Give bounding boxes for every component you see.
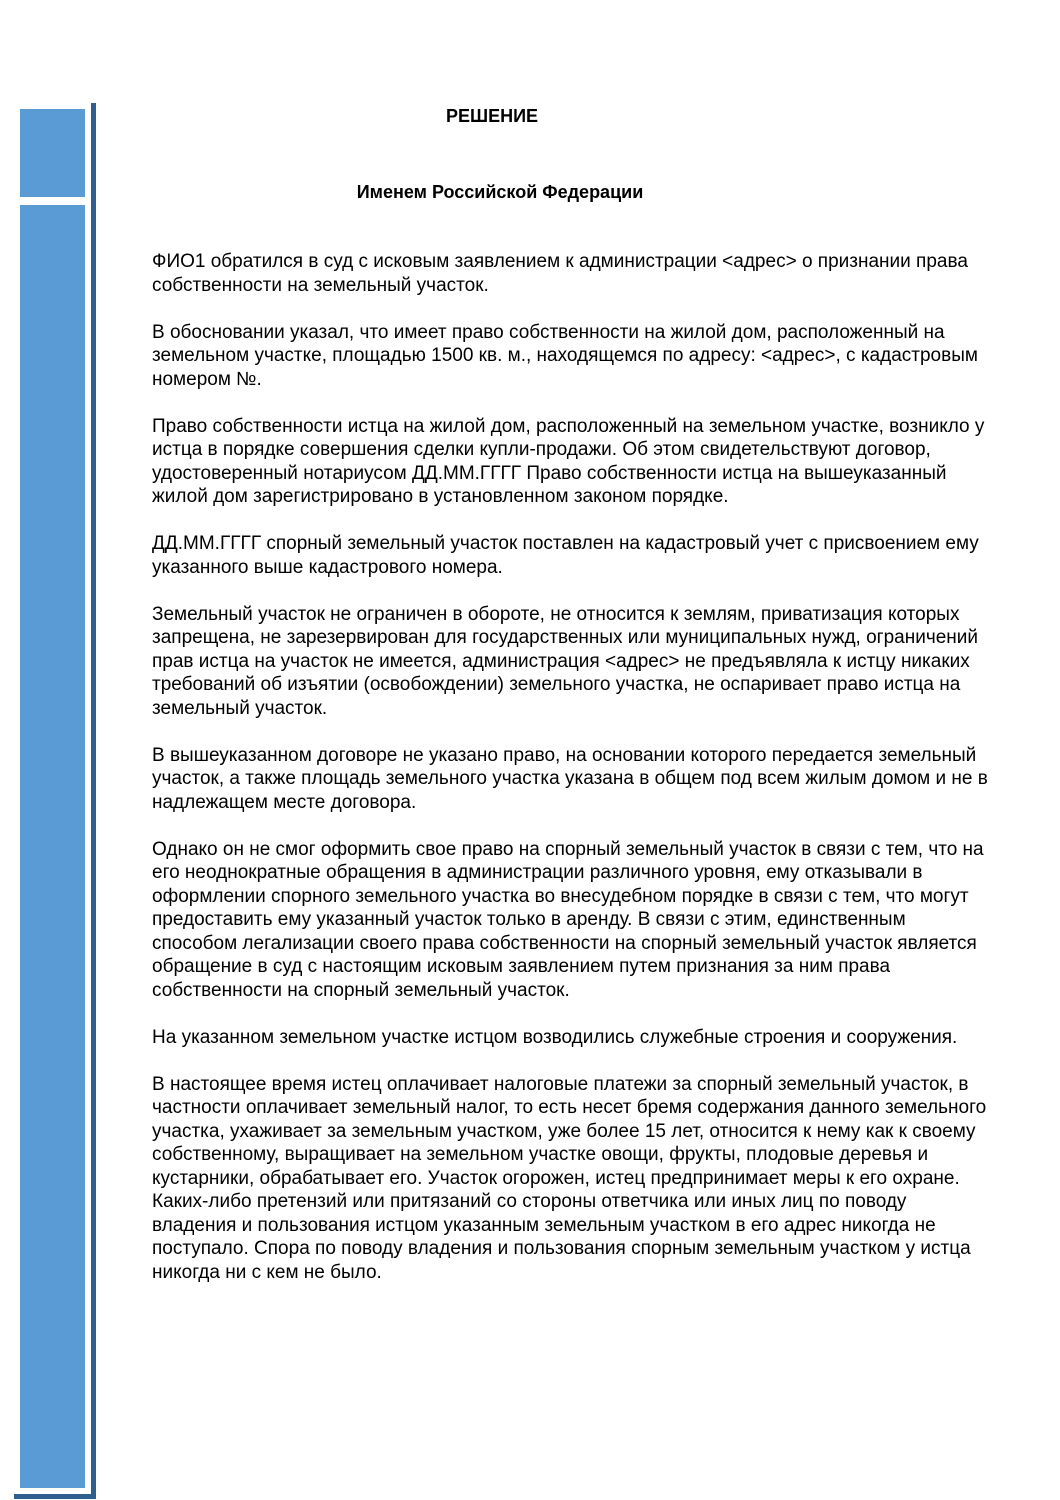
side-bar-divider — [20, 197, 85, 205]
paragraph: В обосновании указал, что имеет право собственности на жилой дом, расположенный на земельном участке, площадью 1500 кв. м., находящемся по адресу: <адрес>, с кадастровым номером №. — [152, 321, 978, 390]
paragraph: ДД.ММ.ГГГГ спорный земельный участок поставлен на кадастровый учет с присвоением ему указанного выше кадастрового номера. — [152, 533, 979, 578]
paragraph: ФИО1 обратился в суд с исковым заявлением к администрации <адрес> о признании права собственности на земельный участок. — [152, 251, 968, 296]
document-paragraphs — [152, 250, 992, 1284]
paragraph: В вышеуказанном договоре не указано право, на основании которого передается земельный участок, а также площадь земельного участка указана в общем под всем жилым домом и не в надлежащем месте договора. — [152, 744, 988, 813]
paragraph: На указанном земельном участке истцом возводились служебные строения и сооружения. — [152, 1026, 958, 1048]
paragraph: Право собственности истца на жилой дом, расположенный на земельном участке, возникло у истца в порядке совершения сделки купли-продажи. Об этом свидетельствуют договор, удостоверенный нотариусом ДД.ММ.ГГГГ Право собственности истца на вышеуказанный жилой дом зарегистрировано в установленном законом порядке. — [152, 415, 985, 507]
document-body — [152, 100, 992, 1308]
side-bar-main-block — [20, 205, 85, 1488]
paragraph: В настоящее время истец оплачивает налоговые платежи за спорный земельный участок, в частности оплачивает земельный налог, то есть несет бремя содержания данного земельного участка, ухаживает за земельным участком, уже более 15 лет, относится к нему как к своему собственному, выращивает на земельном участке овощи, фрукты, плодовые деревья и кустарники, обрабатывает его. Участок огорожен, истец предпринимает меры к его охране. Каких-либо претензий или притязаний со стороны ответчика или иных лиц по поводу владения и пользования истцом указанным земельным участком в его адрес никогда не поступало. Спора по поводу владения и пользования спорным земельным участком у истца никогда ни с кем не было. — [152, 1073, 987, 1283]
paragraph: Земельный участок не ограничен в обороте, не относится к землям, приватизация которых запрещена, не зарезервирован для государственных или муниципальных нужд, ограничений прав истца на участок не имеется, администрация <адрес> не предъявляла к истцу никаких требований об изъятии (освобождении) земельного участка, не оспаривает право истца на земельный участок. — [152, 603, 979, 719]
document-title: РЕШЕНИЕ — [445, 106, 539, 126]
document-subtitle: Именем Российской Федерации — [356, 182, 644, 202]
decorative-side-bar — [14, 103, 96, 1499]
paragraph: Однако он не смог оформить свое право на спорный земельный участок в связи с тем, что на его неоднократные обращения в администрации различного уровня, ему отказывали в оформлении спорного земельного участка во внесудебном порядке в связи с тем, что могут предоставить ему указанный участок только в аренду. В связи с этим, единственным способом легализации своего права собственности на спорный земельный участок является обращение в суд с настоящим исковым заявлением путем признания за ним права собственности на спорный земельный участок. — [152, 838, 984, 1001]
